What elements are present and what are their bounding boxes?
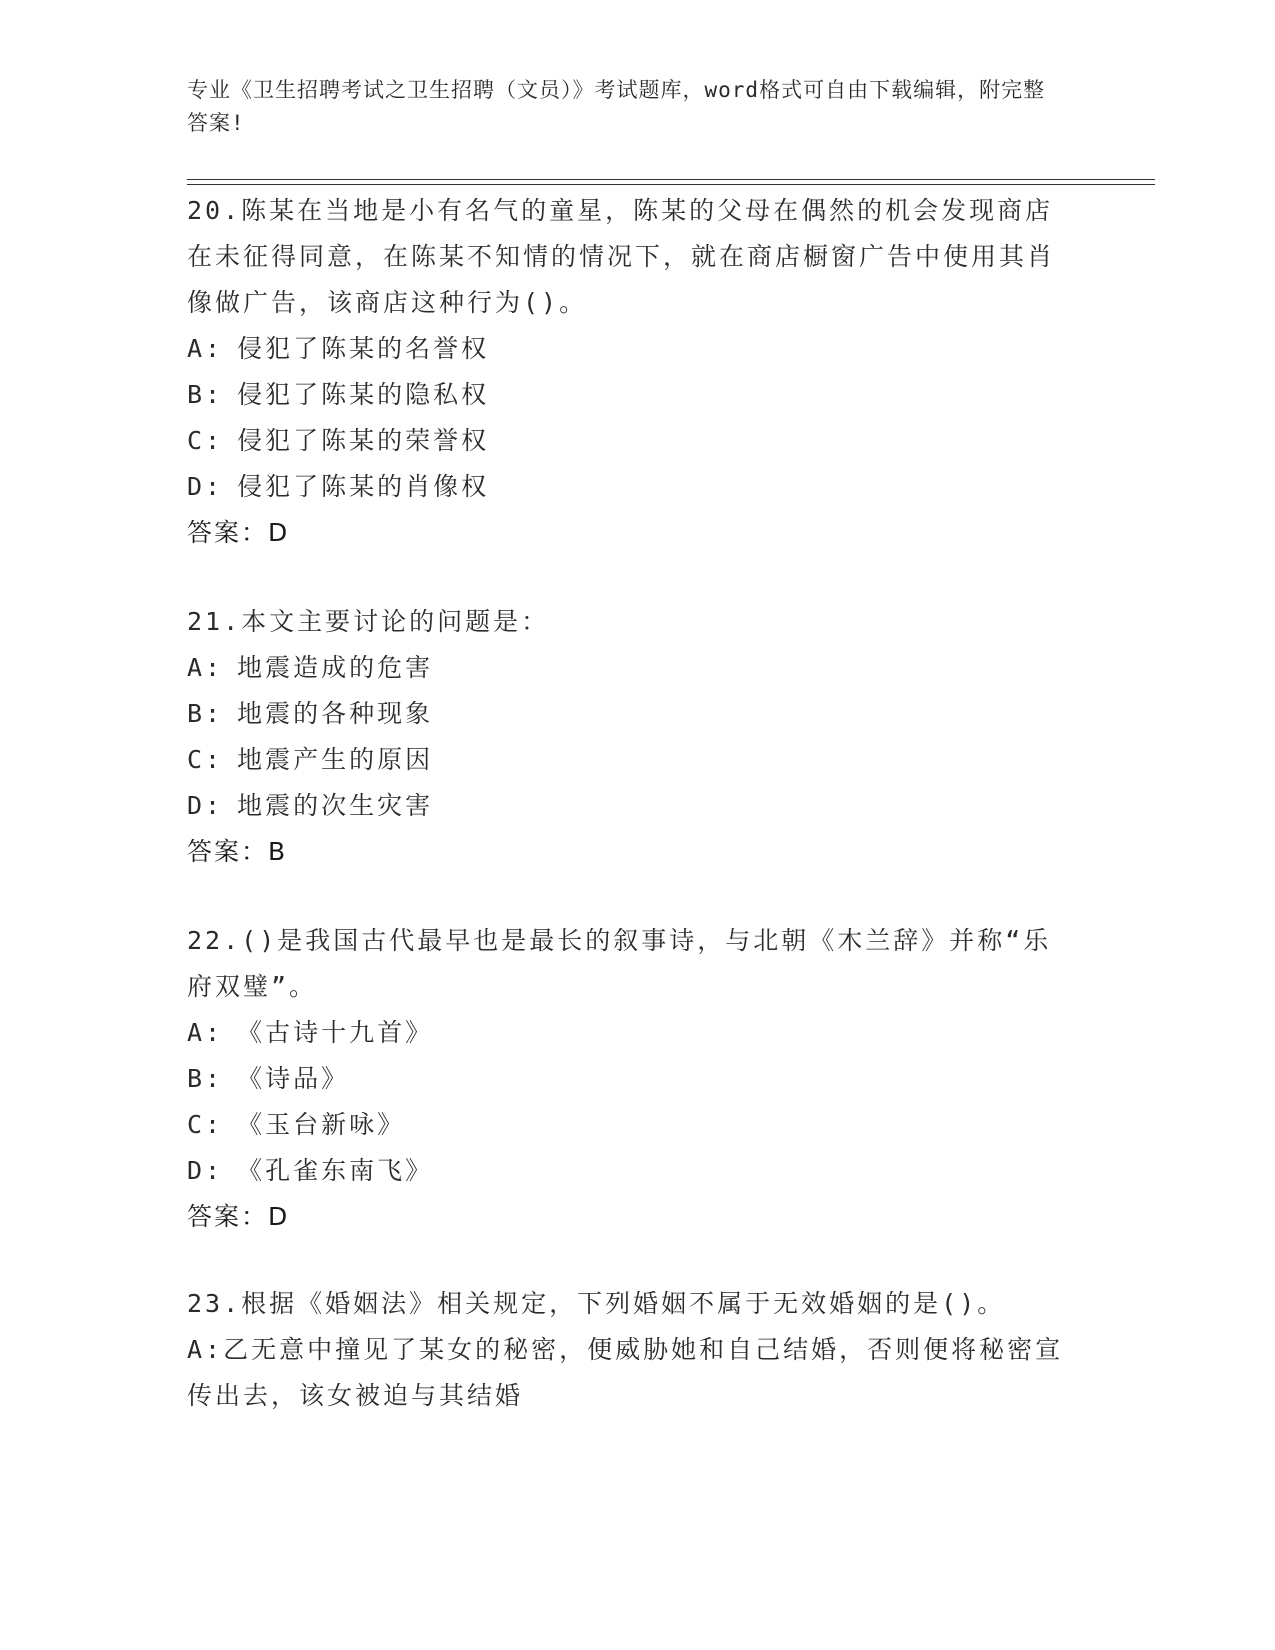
option-c	[187, 737, 1077, 783]
option-text: 侵犯了陈某的名誉权	[237, 334, 490, 363]
answer-line: 答案：D	[187, 1202, 290, 1231]
question-stem: 20.陈某在当地是小有名气的童星，陈某的父母在偶然的机会发现商店在未征得同意，在陈某不知情的情况下，就在商店橱窗广告中使用其肖像做广告，该商店这种行为()。	[187, 196, 1056, 317]
option-text: 侵犯了陈某的隐私权	[237, 380, 490, 409]
answer-line: 答案：B	[187, 837, 288, 866]
option-key: B:	[187, 380, 224, 409]
question-22	[187, 918, 1077, 1240]
option-key: C:	[187, 745, 224, 774]
option-text: 地震的各种现象	[237, 699, 434, 728]
option-text: 侵犯了陈某的肖像权	[237, 472, 490, 501]
option-text: 地震造成的危害	[237, 653, 434, 682]
option-b	[187, 691, 1077, 737]
option-key: A:	[187, 334, 224, 363]
option-a	[187, 645, 1077, 691]
option-text: 乙无意中撞见了某女的秘密，便威胁她和自己结婚，否则便将秘密宣传出去，该女被迫与其结婚	[187, 1335, 1064, 1410]
option-c	[187, 1102, 1077, 1148]
option-b	[187, 1056, 1077, 1102]
option-key: A:	[187, 1335, 224, 1364]
document-header: 专业《卫生招聘考试之卫生招聘（文员）》考试题库，word格式可自由下载编辑，附完整答案!	[187, 78, 1046, 135]
option-c	[187, 418, 1077, 464]
question-21	[187, 599, 1077, 875]
option-key: D:	[187, 1156, 224, 1185]
option-text: 《诗品》	[237, 1064, 350, 1093]
option-d	[187, 464, 1077, 510]
option-key: B:	[187, 1064, 224, 1093]
option-a	[187, 1327, 1077, 1419]
header-divider-top	[187, 179, 1155, 180]
option-text: 《孔雀东南飞》	[237, 1156, 434, 1185]
answer-line: 答案：D	[187, 518, 290, 547]
option-a	[187, 1010, 1077, 1056]
option-key: D:	[187, 791, 224, 820]
header-divider-bottom	[187, 184, 1155, 185]
option-key: C:	[187, 1110, 224, 1139]
option-d	[187, 1148, 1077, 1194]
option-b	[187, 372, 1077, 418]
question-stem: 23.根据《婚姻法》相关规定，下列婚姻不属于无效婚姻的是()。	[187, 1289, 1006, 1318]
option-key: B:	[187, 699, 224, 728]
question-20	[187, 188, 1077, 556]
option-a	[187, 326, 1077, 372]
question-stem: 21.本文主要讨论的问题是：	[187, 607, 550, 636]
option-key: D:	[187, 472, 224, 501]
option-text: 《玉台新咏》	[237, 1110, 406, 1139]
option-key: A:	[187, 653, 224, 682]
option-text: 地震的次生灾害	[237, 791, 434, 820]
question-stem: 22.()是我国古代最早也是最长的叙事诗，与北朝《木兰辞》并称“乐府双璧”。	[187, 926, 1052, 1001]
option-text: 地震产生的原因	[237, 745, 434, 774]
option-text: 侵犯了陈某的荣誉权	[237, 426, 490, 455]
question-23	[187, 1281, 1077, 1419]
option-d	[187, 783, 1077, 829]
option-key: A:	[187, 1018, 224, 1047]
option-key: C:	[187, 426, 224, 455]
option-text: 《古诗十九首》	[237, 1018, 434, 1047]
